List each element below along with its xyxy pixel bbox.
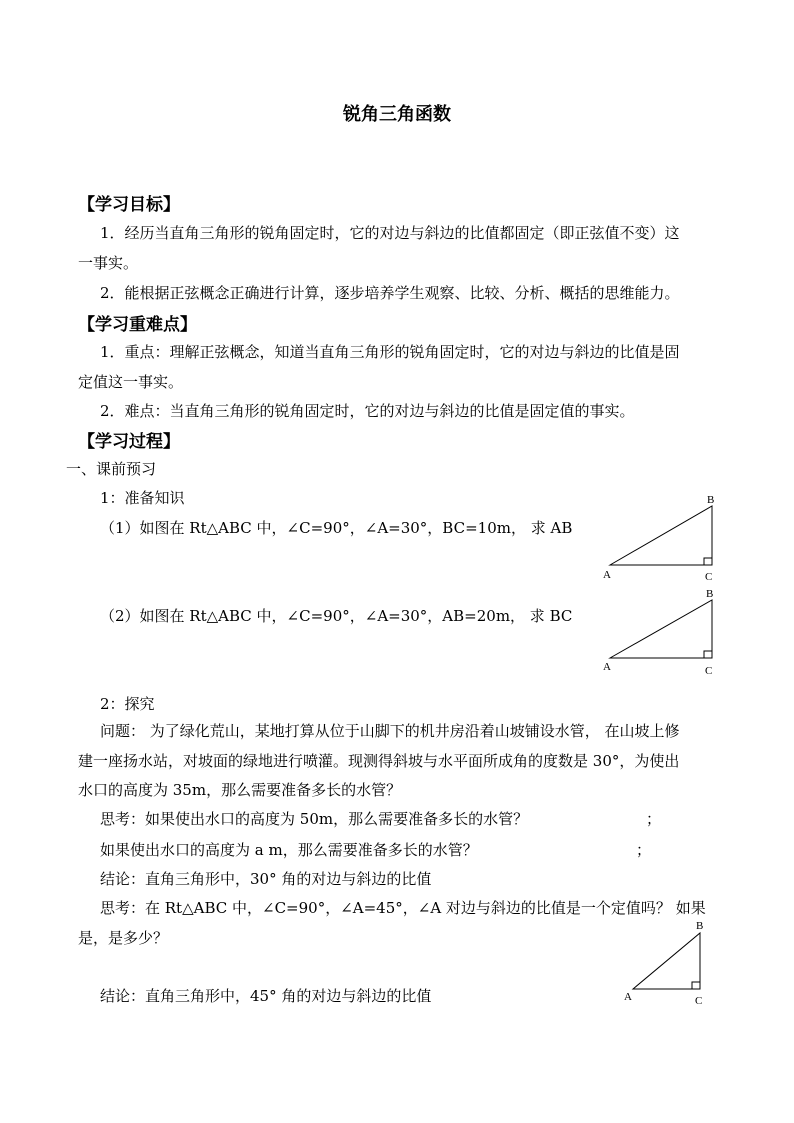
triangle-shape: [633, 933, 700, 989]
triangle-figure-1: [596, 490, 726, 585]
think-3-line2: 是，是多少？: [78, 929, 169, 947]
think-3-line1: 思考：在 Rt△ABC 中，∠C=90°，∠A=45°，∠A 对边与斜边的比值是一个定值吗？ 如果: [100, 899, 706, 917]
vertex-label-a: A: [603, 661, 611, 673]
think-2-end: ；: [636, 841, 652, 859]
goal-1-line1: 1．经历当直角三角形的锐角固定时，它的对边与斜边的比值都固定（即正弦值不变）这: [100, 224, 680, 242]
vertex-label-a: A: [603, 569, 611, 581]
goals-heading: 【学习目标】: [78, 195, 180, 215]
question-1: （1）如图在 Rt△ABC 中，∠C=90°，∠A=30°，BC=10m， 求 AB: [100, 519, 573, 537]
page-title: 锐角三角函数: [343, 104, 451, 125]
problem-line1: 问题： 为了绿化荒山，某地打算从位于山脚下的机井房沿着山坡铺设水管， 在山坡上修: [100, 722, 680, 740]
vertex-label-b: B: [707, 494, 715, 506]
vertex-label-c: C: [695, 995, 703, 1007]
key-point-1-line2: 定值这一事实。: [78, 373, 184, 391]
vertex-label-a: A: [624, 991, 632, 1003]
key-points-heading: 【学习重难点】: [78, 315, 197, 335]
conclusion-2: 结论：直角三角形中，45° 角的对边与斜边的比值: [100, 987, 432, 1005]
explore-label: 2：探究: [100, 695, 155, 713]
triangle-shape: [610, 600, 712, 658]
problem-line2: 建一座扬水站，对坡面的绿地进行喷灌。现测得斜坡与水平面所成角的度数是 30°，为使出: [78, 752, 680, 770]
right-angle-mark: [692, 982, 700, 989]
vertex-label-b: B: [696, 920, 704, 932]
vertex-label-c: C: [705, 665, 713, 677]
goal-1-line2: 一事实。: [78, 254, 139, 272]
think-2: 如果使出水口的高度为 a m，那么需要准备多长的水管？: [100, 841, 478, 859]
process-heading: 【学习过程】: [78, 432, 180, 452]
think-1: 思考：如果使出水口的高度为 50m，那么需要准备多长的水管？: [100, 810, 529, 828]
vertex-label-b: B: [706, 588, 714, 600]
triangle-figure-3: [618, 915, 718, 1010]
question-2: （2）如图在 Rt△ABC 中，∠C=90°，∠A=30°，AB=20m， 求 BC: [100, 607, 573, 625]
key-point-1-line1: 1．重点：理解正弦概念，知道当直角三角形的锐角固定时，它的对边与斜边的比值是固: [100, 343, 680, 361]
triangle-shape: [610, 506, 712, 565]
think-1-end: ；: [646, 810, 662, 828]
right-angle-mark: [704, 651, 712, 658]
problem-line3: 水口的高度为 35m，那么需要准备多长的水管？: [78, 781, 402, 799]
key-point-2: 2．难点：当直角三角形的锐角固定时，它的对边与斜边的比值是固定值的事实。: [100, 402, 635, 420]
conclusion-1: 结论：直角三角形中，30° 角的对边与斜边的比值: [100, 870, 432, 888]
triangle-figure-2: [596, 584, 726, 679]
part-1-title: 一、课前预习: [66, 460, 157, 478]
prep-label: 1：准备知识: [100, 489, 185, 507]
right-angle-mark: [704, 558, 712, 565]
goal-2: 2．能根据正弦概念正确进行计算，逐步培养学生观察、比较、分析、概括的思维能力。: [100, 284, 680, 302]
vertex-label-c: C: [705, 571, 713, 583]
